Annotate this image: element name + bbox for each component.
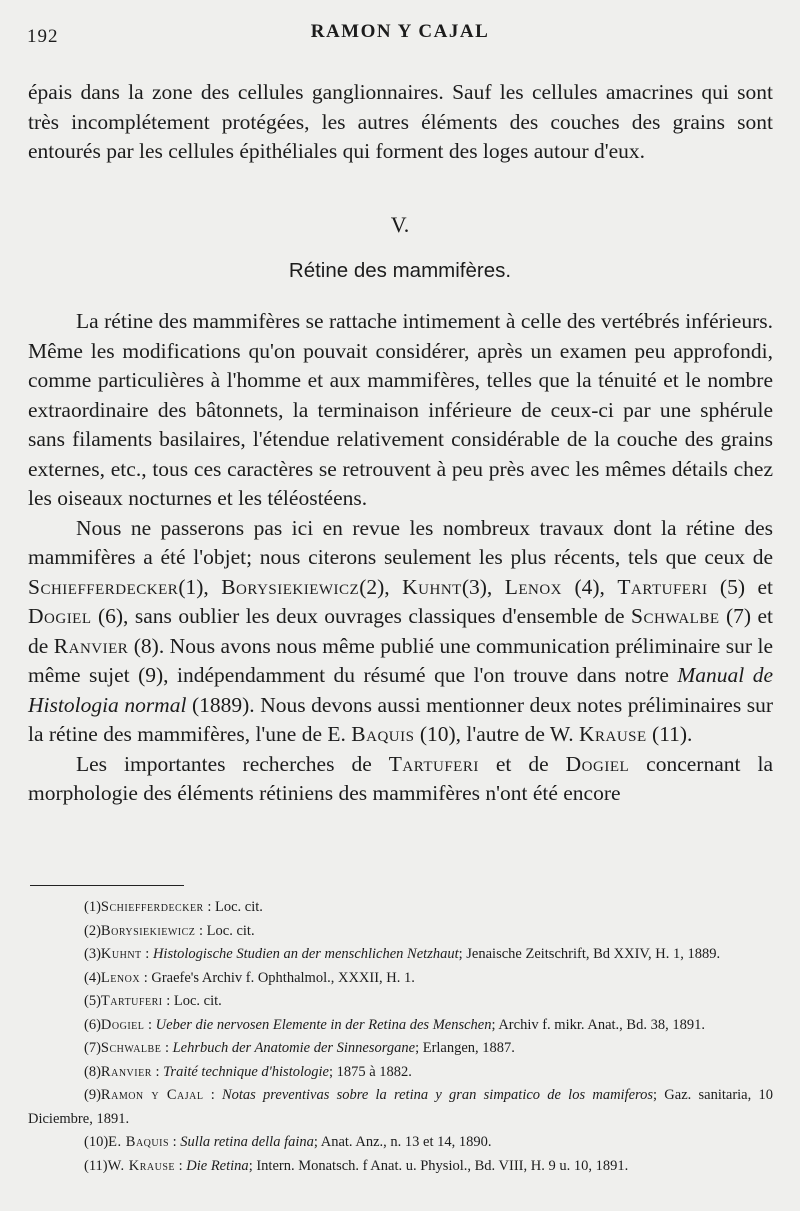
- footnote: [28, 1014, 773, 1038]
- author-name: Lenox: [504, 574, 563, 599]
- book-title: Manual de Histologia normal: [28, 663, 773, 717]
- footnote-text: ; 1875 à 1882.: [328, 1063, 412, 1080]
- footnote-title: Sulla retina della faina: [180, 1134, 314, 1150]
- footnote-separator: :: [195, 922, 207, 939]
- footnote: [28, 967, 773, 991]
- footnote: [28, 1061, 773, 1085]
- footnote: [28, 896, 773, 920]
- section-number: V.: [390, 212, 410, 237]
- footnote-number: (3): [84, 946, 101, 962]
- footnote-number: (9): [84, 1087, 101, 1103]
- footnote-text: ; Intern. Monatsch. f Anat. u. Physiol., Bd. VIII, H. 9 u. 10, 1891.: [248, 1157, 629, 1174]
- footnote: [28, 943, 773, 967]
- author-name: Tartuferi: [617, 574, 708, 599]
- footnote-author: Tartuferi: [100, 993, 163, 1009]
- footnote-separator: :: [151, 1063, 164, 1080]
- footnote-text: ; Gaz. sanitaria, 10 Diciembre, 1891.: [28, 1087, 773, 1127]
- running-head: RAMON Y CAJAL: [310, 21, 490, 42]
- footnote-title: Notas preventivas sobre la retina y gran simpatico de los mamiferos: [221, 1087, 654, 1103]
- footnote-author: E. Baquis: [108, 1134, 170, 1150]
- footnote: [28, 1131, 773, 1155]
- footnote-separator: :: [162, 993, 174, 1009]
- footnote-separator: :: [140, 969, 152, 986]
- footnote: [28, 990, 773, 1014]
- paragraph-2: Nous ne passerons pas ici en revue les nombreux travaux dont la rétine des mammifères a été l'objet; nous citerons seulement les plus récents, tels que ceux de Schiefferdecker(1), Borysiekiewicz(2), Kuhnt(3), Lenox (4), Tartuferi (5) et Dogiel (6), sans oublier les deux ouvrages classiques d'ensemble de Schwalbe (7) et de Ranvier (8). Nous avons nous même publié une communication préliminaire sur le même sujet (9), indépendamment du résumé que l'on trouve dans notre Manual de Histologia normal (1889). Nous devons aussi mentionner deux notes préliminaires sur la rétine des mammifères, l'une de E. Baquis (10), l'autre de W. Krause (11).: [28, 515, 774, 746]
- footnote-text: Loc. cit.: [215, 899, 263, 915]
- footnote-author: Kuhnt: [100, 946, 142, 962]
- footnote-separator: :: [174, 1157, 187, 1174]
- footnote-title: Traité technique d'histologie: [163, 1063, 329, 1080]
- footnote-author: Ranvier: [100, 1063, 152, 1080]
- footnote-author: Borysiekiewicz: [100, 922, 196, 939]
- footnote-number: (8): [84, 1063, 101, 1080]
- footnote-author: Lenox: [100, 969, 141, 986]
- author-name: Tartuferi: [388, 751, 479, 776]
- footnote-author: Schwalbe: [100, 1040, 162, 1056]
- section-body: [28, 307, 773, 809]
- author-name: Schwalbe: [631, 604, 720, 628]
- section-title: Rétine des mammifères.: [288, 259, 512, 282]
- author-name: Borysiekiewicz: [221, 574, 360, 599]
- footnote: [28, 1037, 773, 1061]
- author-name: Dogiel: [565, 751, 630, 776]
- footnotes: [28, 896, 773, 1178]
- footnote-number: (4): [84, 969, 101, 986]
- footnote-title: Ueber die nervosen Elemente in der Retina des Menschen: [155, 1016, 492, 1033]
- footnote-author: Dogiel: [100, 1016, 145, 1033]
- footnote-title: Histologische Studien an der menschlichen Netzhaut: [152, 946, 459, 962]
- footnote-title: Die Retina: [186, 1157, 249, 1174]
- footnote-text: ; Jenaische Zeitschrift, Bd XXIV, H. 1, 1889.: [458, 946, 721, 962]
- footnote-number: (11): [84, 1157, 108, 1174]
- footnote-author: Schiefferdecker: [100, 899, 204, 915]
- footnote-text: ; Anat. Anz., n. 13 et 14, 1890.: [313, 1134, 492, 1150]
- paragraph-1: La rétine des mammifères se rattache intimement à celle des vertébrés inférieurs. Même les modifications qu'on pouvait considérer, après un examen peu approfondi, comme particulières à l'homme et aux mammifères, telles que la ténuité et le nombre extraordinaire des bâtonnets, la terminaison inférieure de ceux-ci par une sphérule sans filaments basilaires, l'étendue relativement considérable de la couche des grains externes, etc., tous ces caractères se retrouvent à peu près avec les mêmes détails chez les oiseaux nocturnes et les téléostéens.: [28, 309, 773, 510]
- footnote-separator: :: [203, 899, 215, 915]
- footnote: [28, 1155, 773, 1179]
- footnote-separator: :: [141, 946, 153, 962]
- footnote-separator: :: [203, 1087, 222, 1103]
- footnote-separator: :: [144, 1016, 156, 1033]
- footnote-number: (6): [84, 1016, 101, 1033]
- author-name: Dogiel: [28, 604, 92, 628]
- footnote-number: (5): [84, 993, 101, 1009]
- footnote: [28, 1084, 773, 1131]
- footnote-text: Loc. cit.: [173, 993, 222, 1009]
- author-name: Ranvier: [53, 633, 129, 658]
- footnote-rule: [30, 885, 184, 886]
- footnote-number: (7): [84, 1040, 101, 1056]
- footnote-text: ; Erlangen, 1887.: [415, 1040, 515, 1056]
- footnote-text: Graefe's Archiv f. Ophthalmol., XXXII, H. 1.: [151, 969, 415, 986]
- footnote-number: (2): [84, 922, 101, 939]
- footnote-title: Lehrbuch der Anatomie der Sinnesorgane: [172, 1040, 416, 1056]
- footnote-text: ; Archiv f. mikr. Anat., Bd. 38, 1891.: [491, 1016, 705, 1033]
- footnote-number: (1): [84, 899, 101, 915]
- footnote-text: Loc. cit.: [206, 922, 255, 939]
- page-number: 192: [27, 26, 59, 47]
- author-name: Schiefferdecker: [28, 574, 179, 599]
- footnote-author: Ramon y Cajal: [100, 1087, 204, 1103]
- author-name: Baquis: [351, 722, 415, 746]
- footnote-author: W. Krause: [107, 1157, 175, 1174]
- continuation-paragraph: [28, 78, 773, 167]
- continuation-text: épais dans la zone des cellules ganglionnaires. Sauf les cellules amacrines qui sont très incomplétement protégées, les autres éléments des couches des grains sont entourés par les cellules épithéliales qui forment des loges autour d'eux.: [28, 80, 773, 163]
- footnote-number: (10): [84, 1134, 109, 1150]
- author-name: Krause: [578, 722, 647, 746]
- footnote: [28, 920, 773, 944]
- paragraph-3: Les importantes recherches de Tartuferi et de Dogiel concernant la morphologie des éléments rétiniens des mammifères n'ont été encore: [28, 751, 773, 805]
- footnote-separator: :: [161, 1040, 173, 1056]
- author-name: Kuhnt: [402, 574, 462, 599]
- footnote-separator: :: [169, 1134, 181, 1150]
